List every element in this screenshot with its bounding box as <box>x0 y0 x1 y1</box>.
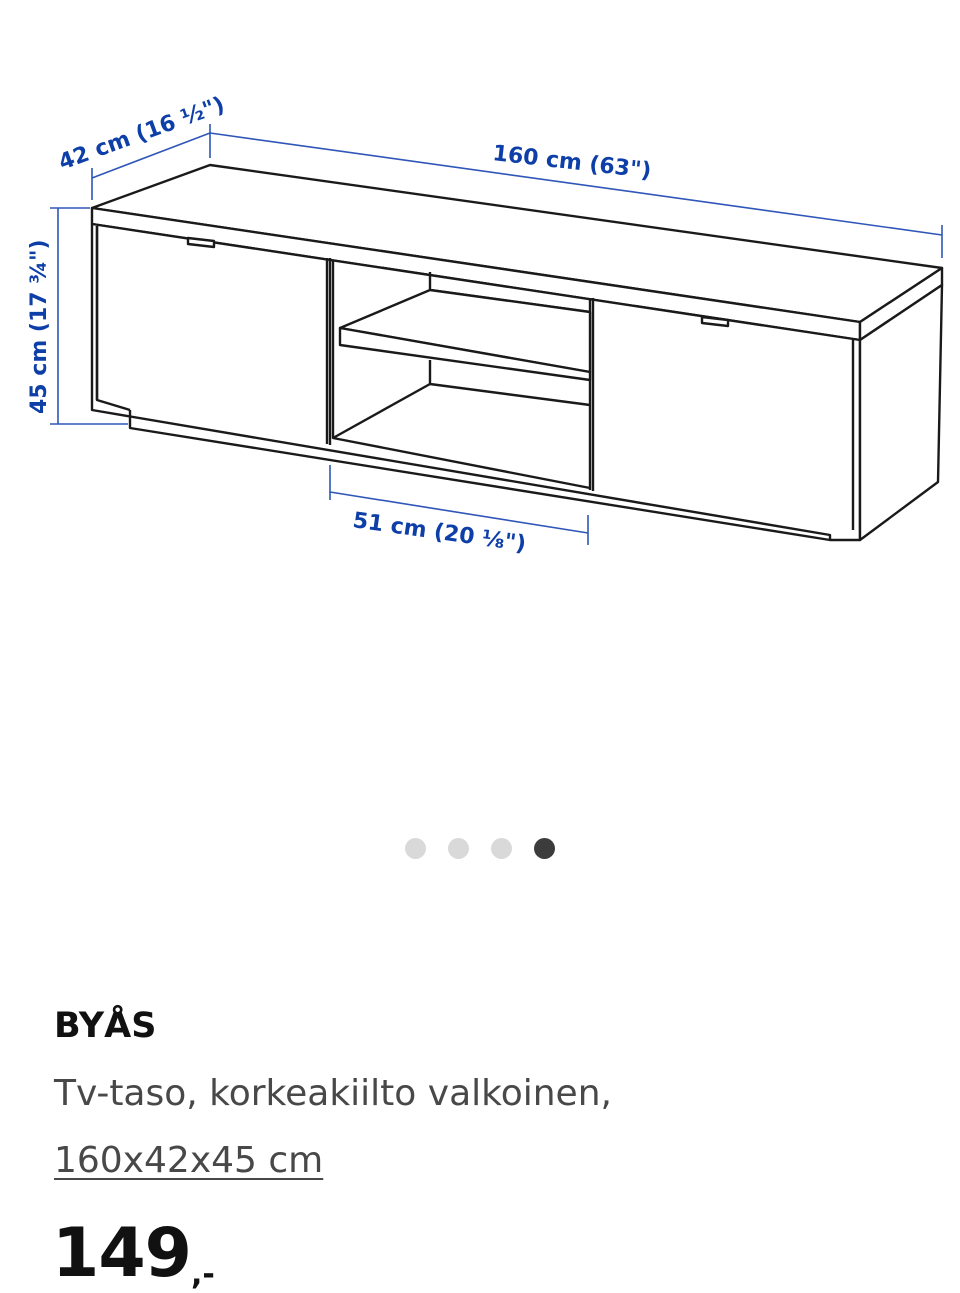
height-dimension-label: 45 cm (17 ¾") <box>27 239 52 414</box>
width-dimension-label: 160 cm (63") <box>491 141 653 185</box>
gallery-pagination <box>0 838 960 862</box>
gallery-dot-3[interactable] <box>491 838 512 859</box>
price-integer: 149 <box>52 1214 191 1293</box>
product-size-link[interactable]: 160x42x45 cm <box>54 1140 324 1181</box>
product-description: Tv-taso, korkeakiilto valkoinen, <box>54 1073 612 1114</box>
price-suffix: ,- <box>190 1257 215 1292</box>
gallery-dot-1[interactable] <box>405 838 426 859</box>
product-name: BYÅS <box>54 1006 157 1046</box>
depth-dimension-label: 42 cm (16 ½") <box>55 92 229 176</box>
gallery-dot-2[interactable] <box>448 838 469 859</box>
product-price <box>52 1214 215 1293</box>
gallery-dot-4-active[interactable] <box>534 838 555 859</box>
shelf-dimension-label: 51 cm (20 ⅛") <box>351 508 528 558</box>
